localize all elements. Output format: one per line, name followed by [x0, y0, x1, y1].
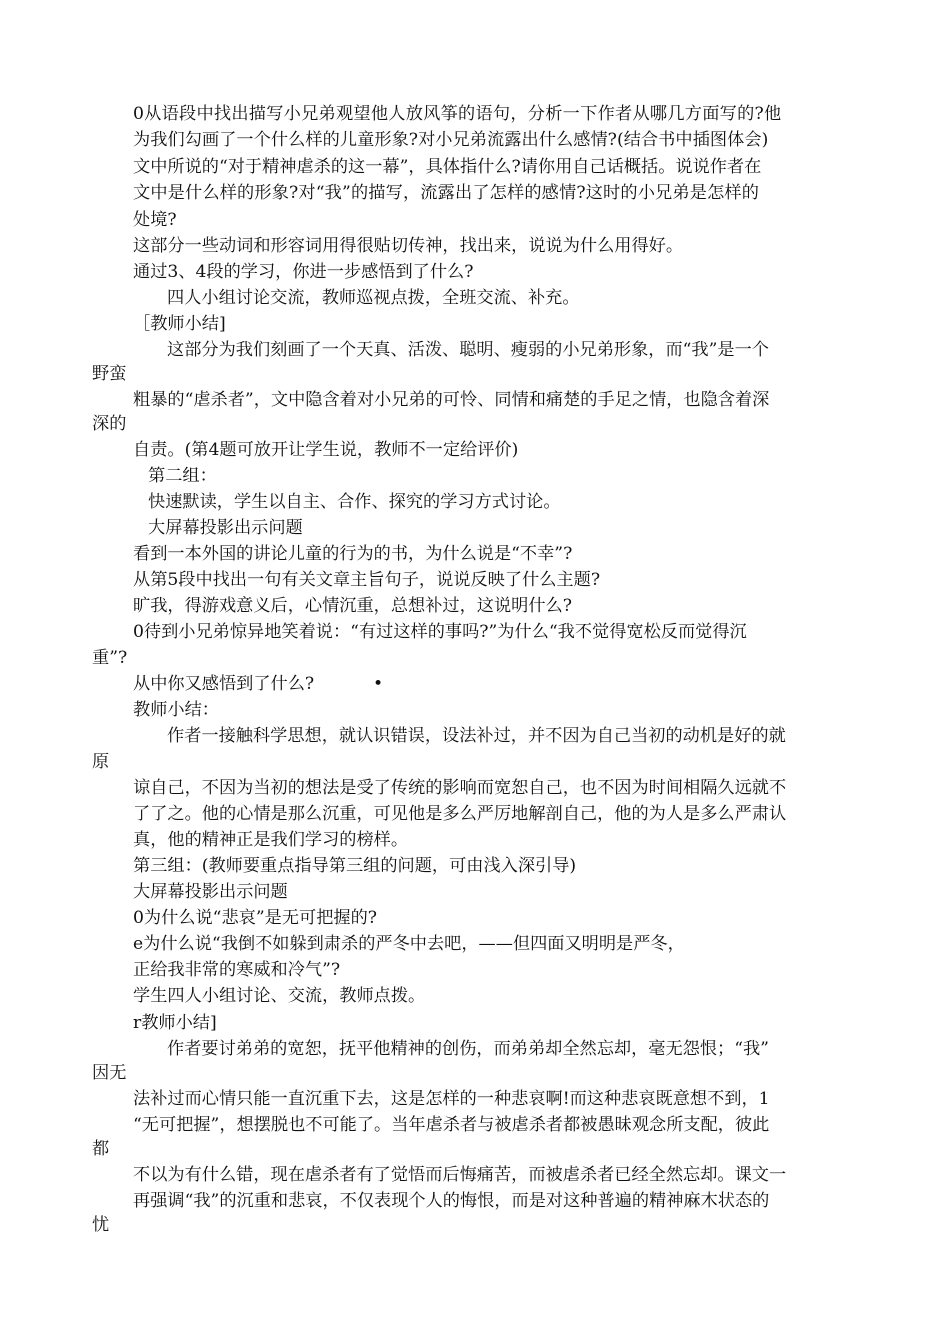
text-line: 0待到小兄弟惊异地笑着说：“有过这样的事吗?”为什么“我不觉得宽松反而觉得沉	[133, 622, 747, 642]
text-line: 通过3、4段的学习，你进一步感悟到了什么?	[133, 262, 474, 282]
text-line: 从中你又感悟到了什么?	[133, 674, 315, 694]
text-line: 作者要讨弟弟的宽恕，抚平他精神的创伤，而弟弟却全然忘却，毫无怨恨；“我”	[167, 1039, 769, 1059]
text-line: 这部分一些动词和形容词用得很贴切传神，找出来，说说为什么用得好。	[133, 236, 684, 256]
text-line: 第三组：(教师要重点指导第三组的问题，可由浅入深引导)	[133, 856, 577, 876]
text-line: 忧	[92, 1215, 110, 1235]
text-line: 了了之。他的心情是那么沉重，可见他是多么严厉地解剖自己，他的为人是多么严肃认	[133, 804, 787, 824]
text-line: 野蛮	[92, 364, 127, 384]
text-line: 正给我非常的寒威和冷气”?	[133, 960, 341, 980]
text-line: 因无	[92, 1063, 127, 1083]
text-line: 教师小结：	[133, 700, 219, 720]
text-line: 作者一接触科学思想，就认识错误，设法补过，并不因为自己当初的动机是好的就	[167, 726, 786, 746]
text-line: r教师小结]	[133, 1013, 217, 1033]
text-line: 深的	[92, 414, 127, 434]
text-line: ［教师小结]	[133, 314, 226, 334]
text-line: 都	[92, 1139, 110, 1159]
text-line: 看到一本外国的讲论儿童的行为的书，为什么说是“不幸”?	[133, 544, 573, 564]
text-line: 四人小组讨论交流，教师巡视点拨，全班交流、补充。	[167, 288, 580, 308]
text-line: 0从语段中找出描写小兄弟观望他人放风筝的语句，分析一下作者从哪几方面写的?他	[133, 104, 782, 124]
text-line: 重”?	[92, 648, 128, 668]
text-line: 自责。(第4题可放开让学生说，教师不一定给评价)	[133, 440, 519, 460]
text-line: 这部分为我们刻画了一个天真、活泼、聪明、瘦弱的小兄弟形象，而“我”是一个	[167, 340, 769, 360]
stray-dot: •	[373, 674, 384, 694]
text-line: 再强调“我”的沉重和悲哀，不仅表现个人的悔恨，而是对这种普遍的精神麻木状态的	[133, 1191, 770, 1211]
text-line: 法补过而心情只能一直沉重下去，这是怎样的一种悲哀啊!而这种悲哀既意想不到，1	[133, 1089, 770, 1109]
text-line: 0为什么说“悲哀”是无可把握的?	[133, 908, 377, 928]
text-line: 快速默读，学生以自主、合作、探究的学习方式讨论。	[148, 492, 561, 512]
text-line: 不以为有什么错，现在虐杀者有了觉悟而后悔痛苦，而被虐杀者已经全然忘却。课文一	[133, 1165, 787, 1185]
text-line: 第二组：	[148, 466, 217, 486]
text-line: 大屏幕投影出示问题	[133, 882, 288, 902]
text-line: e为什么说“我倒不如躲到肃杀的严冬中去吧，——但四面又明明是严冬，	[133, 934, 685, 954]
text-line: 粗暴的“虐杀者”，文中隐含着对小兄弟的可怜、同情和痛楚的手足之情，也隐含着深	[133, 390, 770, 410]
text-line: 谅自己，不因为当初的想法是受了传统的影响而宽恕自己，也不因为时间相隔久远就不	[133, 778, 787, 798]
text-line: “无可把握”，想摆脱也不可能了。当年虐杀者与被虐杀者都被愚昧观念所支配，彼此	[133, 1115, 770, 1135]
text-line: 旷我，得游戏意义后，心情沉重，总想补过，这说明什么?	[133, 596, 572, 616]
text-line: 处境?	[133, 210, 177, 230]
text-line: 从第5段中找出一句有关文章主旨句子，说说反映了什么主题?	[133, 570, 601, 590]
text-line: 大屏幕投影出示问题	[148, 518, 303, 538]
text-line: 文中所说的“对于精神虐杀的这一幕”，具体指什么?请你用自己话概括。说说作者在	[133, 157, 762, 177]
text-line: 原	[92, 752, 110, 772]
text-line: 学生四人小组讨论、交流，教师点拨。	[133, 986, 426, 1006]
text-line: 为我们勾画了一个什么样的儿童形象?对小兄弟流露出什么感情?(结合书中插图体会)	[133, 130, 769, 150]
text-line: 文中是什么样的形象?对“我”的描写，流露出了怎样的感情?这时的小兄弟是怎样的	[133, 183, 760, 203]
text-line: 真，他的精神正是我们学习的榜样。	[133, 830, 409, 850]
